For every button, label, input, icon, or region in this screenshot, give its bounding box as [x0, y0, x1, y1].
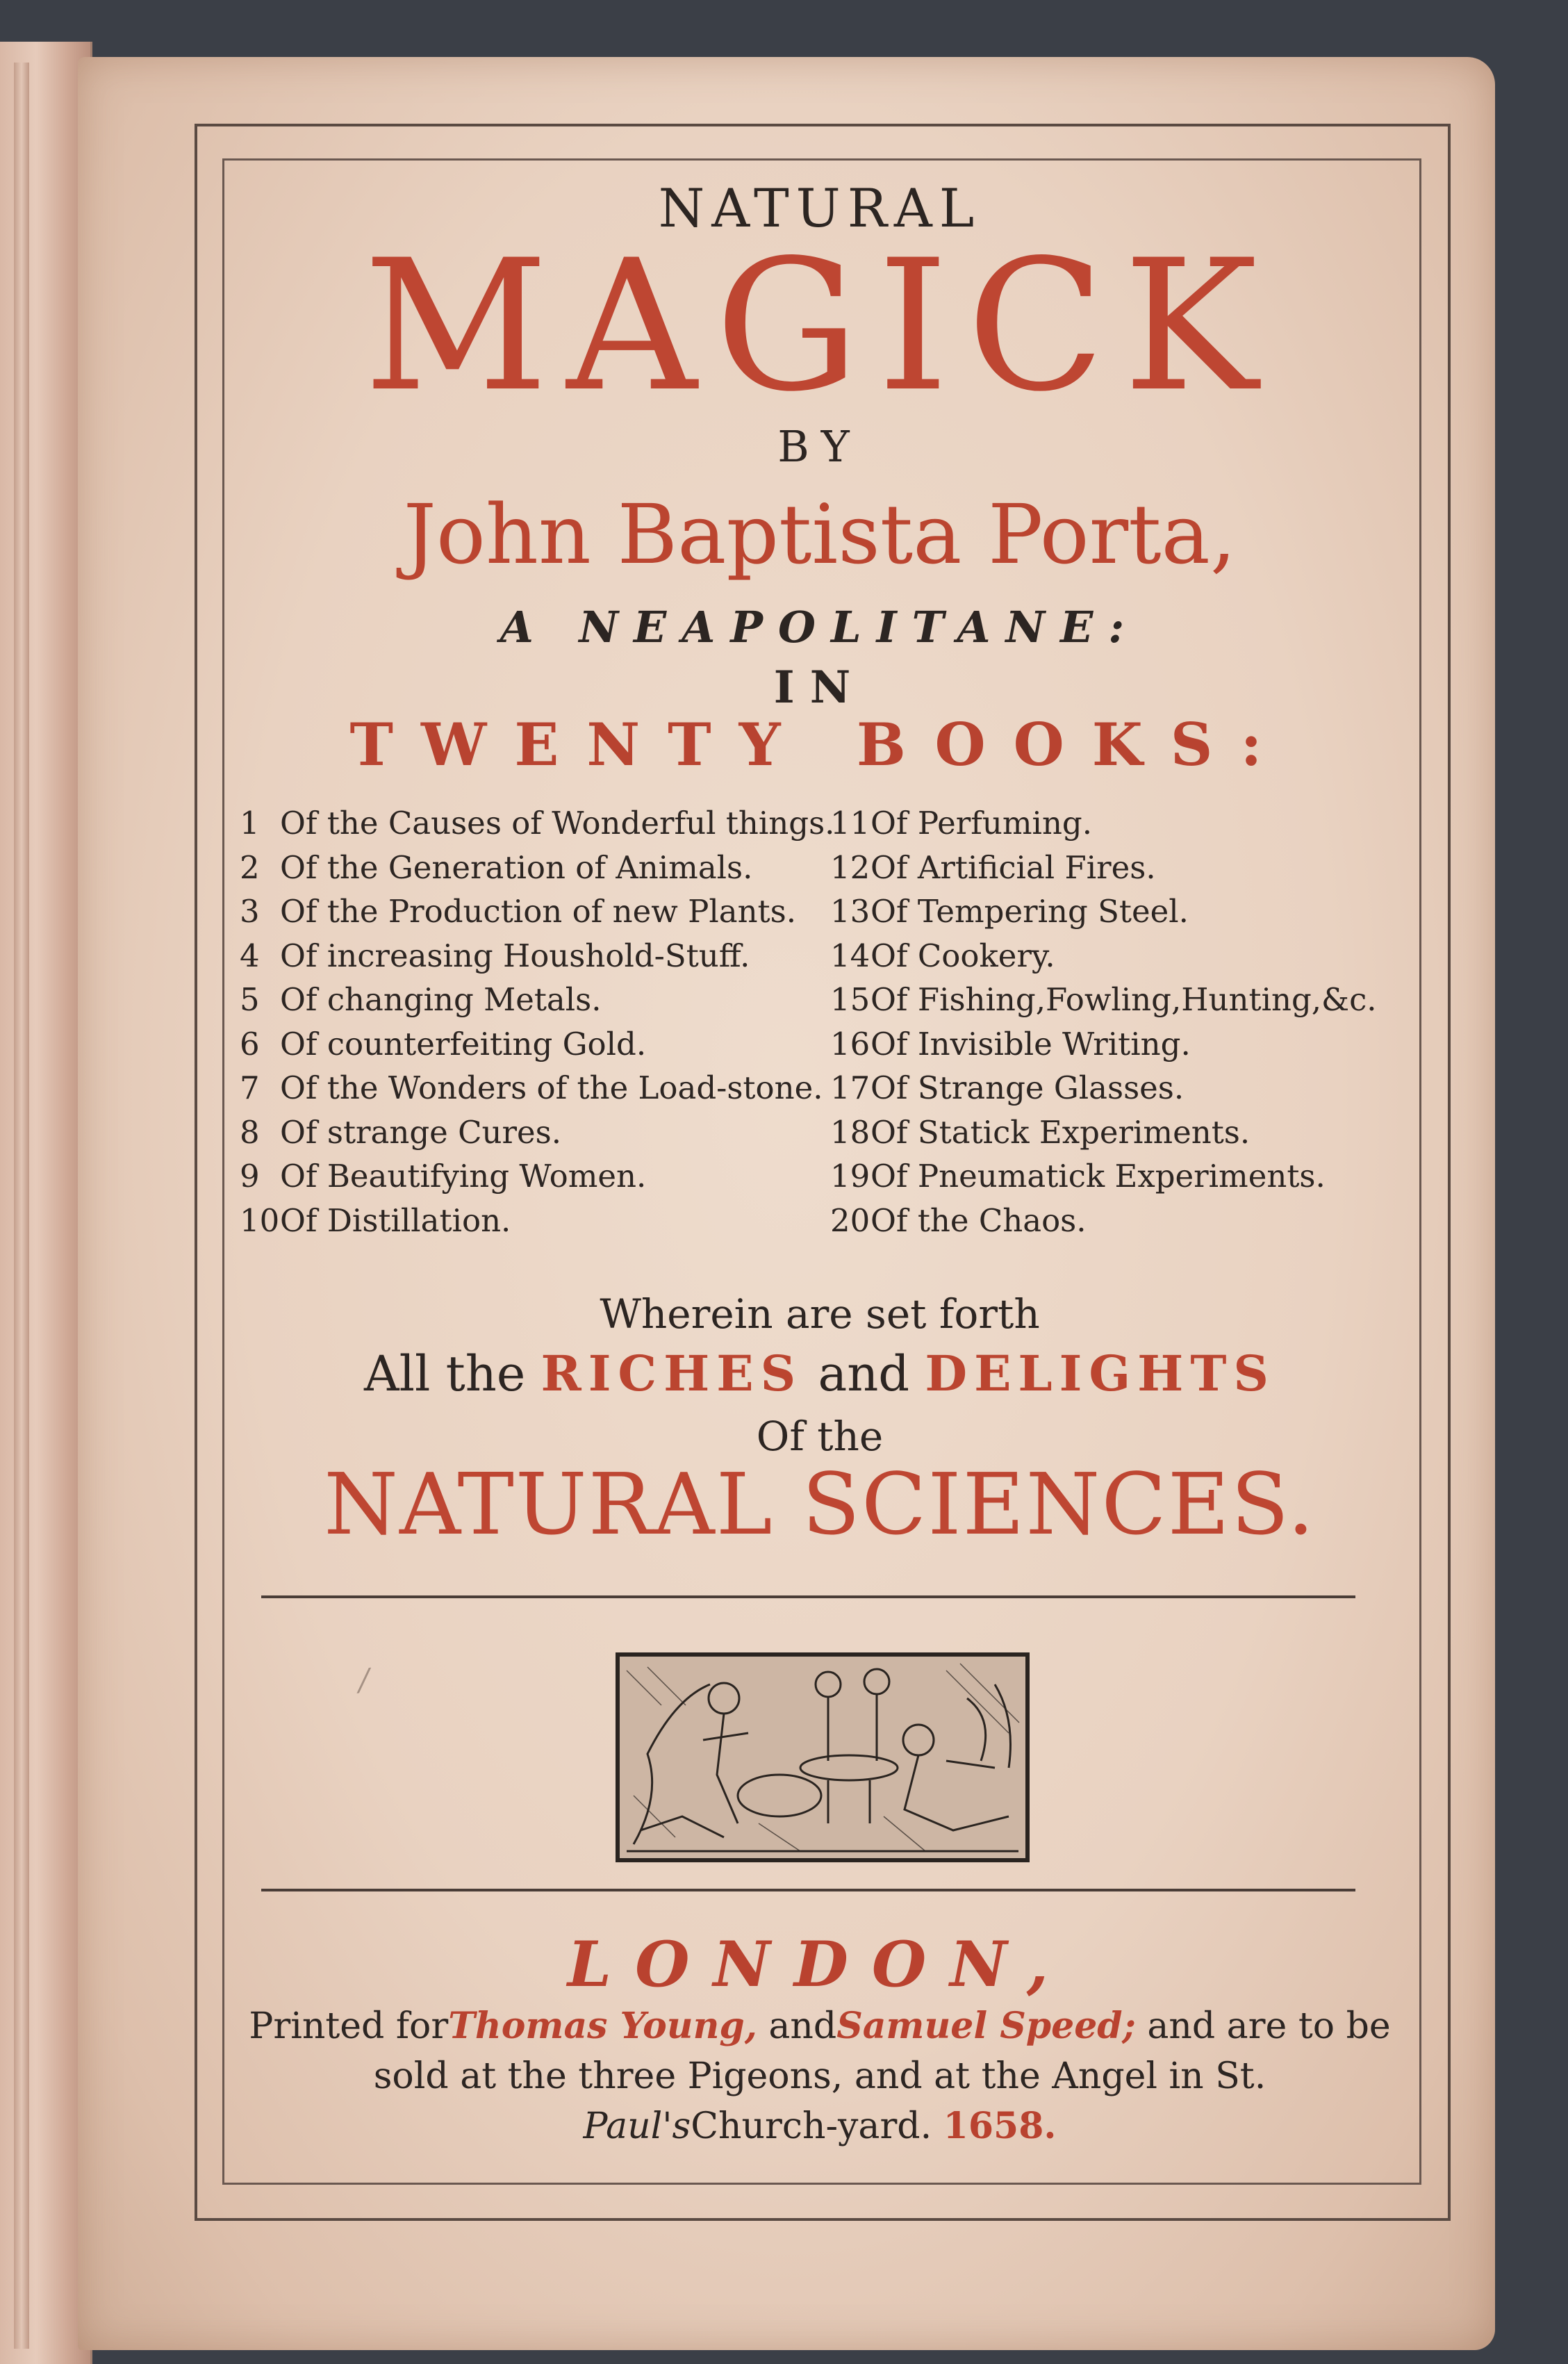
list-item: 3 Of the Production of new Plants. [240, 893, 797, 930]
list-item: 18 Of Statick Experiments. [830, 1113, 1251, 1151]
title-in: IN [773, 662, 866, 714]
author-origin: A NEAPOLITANE: [500, 602, 1140, 652]
list-item: 16 Of Invisible Writing. [830, 1025, 1191, 1062]
list-item: 4 Of increasing Houshold-Stuff. [240, 937, 750, 974]
imprint-line-2: sold at the three Pigeons, and at the Angel in St. [373, 2055, 1266, 2097]
list-item: 1 Of the Causes of Wonderful things. [240, 805, 835, 842]
imprint-line-3: Paul'sChurch-yard. 1658. [583, 2105, 1057, 2147]
list-item: 15 Of Fishing,Fowling,Hunting,&c. [830, 981, 1377, 1018]
imprint-city: LONDON, [567, 1928, 1073, 2001]
subtitle-riches-line: All the RICHES and DELIGHTS [364, 1345, 1276, 1402]
list-item: 19 Of Pneumatick Experiments. [830, 1158, 1326, 1195]
list-item: 5 Of changing Metals. [240, 981, 602, 1018]
list-item: 8 Of strange Cures. [240, 1113, 562, 1151]
title-by: BY [777, 421, 862, 472]
author-name: John Baptista Porta, [403, 486, 1237, 582]
imprint-line-1: Printed forThomas Young, andSamuel Speed; and are to be [249, 2005, 1391, 2047]
list-item: 9 Of Beautifying Women. [240, 1158, 647, 1195]
pencil-annotation: ⁄ [359, 1661, 369, 1700]
list-item: 20 Of the Chaos. [830, 1201, 1087, 1239]
title-magick: MAGICK [363, 222, 1276, 432]
book-list-right [830, 805, 1377, 1246]
subtitle-wherein: Wherein are set forth [600, 1290, 1040, 1338]
natural-sciences-heading: NATURAL SCIENCES. [324, 1455, 1316, 1554]
divider-rule [261, 1595, 1355, 1598]
list-item: 17 Of Strange Glasses. [830, 1069, 1185, 1106]
subtitle-of-the: Of the [756, 1413, 884, 1460]
previous-leaf-edge [14, 63, 29, 2349]
book-list-left [240, 805, 834, 1246]
woodcut-illustration [616, 1652, 1030, 1862]
list-item: 13 Of Tempering Steel. [830, 893, 1189, 930]
twenty-books-heading: TWENTY BOOKS: [349, 710, 1290, 779]
list-item: 12 Of Artificial Fires. [830, 848, 1156, 886]
list-item: 7 Of the Wonders of the Load-stone. [240, 1069, 823, 1106]
list-item: 10 Of Distillation. [240, 1201, 511, 1239]
list-item: 2 Of the Generation of Animals. [240, 848, 753, 886]
list-item: 11 Of Perfuming. [830, 805, 1093, 842]
divider-rule [261, 1889, 1355, 1891]
list-item: 6 Of counterfeiting Gold. [240, 1025, 647, 1062]
title-natural: NATURAL [658, 177, 982, 239]
list-item: 14 Of Cookery. [830, 937, 1055, 974]
